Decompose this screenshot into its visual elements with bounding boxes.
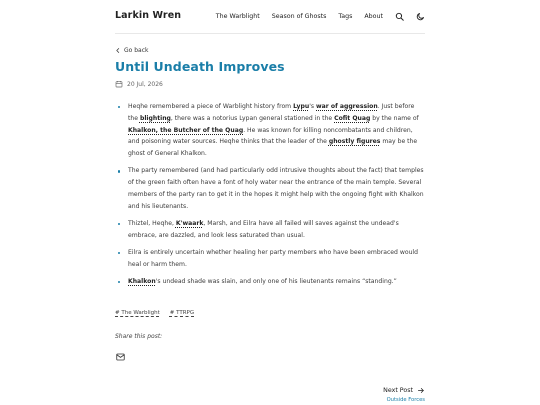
next-post-label-row [383, 387, 425, 394]
nav-warblight[interactable]: The Warblight [215, 12, 260, 20]
tag-ttrpg[interactable]: # TTRPG [169, 310, 195, 316]
inline-link[interactable]: ghostly figures [328, 138, 381, 146]
site-header [115, 10, 425, 24]
text-run: The party remembered (and had particularly odd intrusive thoughts about the fact) that temples of the green faith often have a font of holy water near the entrance of the main temple. Several members of the party ran to get it in the hopes it might help with the ongoing fight with Khalkon and his lieutenants. [128, 167, 424, 210]
inline-link[interactable]: Lypu [293, 103, 310, 110]
text-run: Heqhe remembered a piece of Warblight history from [128, 103, 294, 110]
next-post-title[interactable]: Outside Forces [386, 397, 425, 403]
search-icon[interactable] [394, 11, 404, 21]
next-post-label: Next Post [383, 387, 413, 394]
text-run: Eilra is entirely uncertain whether healing her party members who have been embraced would heal or harm them. [128, 248, 418, 268]
post-content [115, 101, 425, 293]
chevron-left-icon [115, 47, 121, 54]
moon-icon[interactable] [415, 11, 425, 21]
nav-about[interactable]: About [364, 12, 383, 20]
text-run: may be the ghost of General Khalkon. [128, 138, 418, 158]
inline-link[interactable]: blighting [139, 114, 171, 122]
tag-the-warblight[interactable]: # The Warblight [115, 310, 160, 316]
go-back-link[interactable] [115, 47, 149, 54]
calendar-icon [115, 80, 123, 88]
post-date-text: 20 Jul, 2026 [127, 80, 163, 88]
inline-link[interactable]: Khalkon, the Butcher of the Quag [128, 126, 244, 134]
text-run: , there was a notorius Lypan general stationed in the [170, 114, 335, 122]
inline-link[interactable]: Khalkon [128, 277, 156, 285]
post-date [115, 80, 163, 88]
list-item [115, 276, 425, 288]
list-item [115, 247, 425, 271]
inline-link[interactable]: war of aggression [316, 103, 378, 110]
nav-season-of-ghosts[interactable]: Season of Ghosts [271, 12, 327, 20]
next-post[interactable] [383, 387, 425, 403]
inline-link[interactable]: K'waark [175, 219, 204, 227]
go-back-label: Go back [124, 47, 149, 54]
list-item [115, 101, 425, 160]
text-run: . He was known for killing noncombatants and children, and poisoning water sources. Heqhe thinks that the leader of the [128, 126, 413, 146]
text-run: , Marsh, and Eilra have all failed will saves against the undead's embrace, are dazzled, and look less saturated than usual. [128, 219, 399, 239]
header-divider [115, 33, 425, 34]
mail-icon[interactable] [116, 346, 125, 365]
main-nav [216, 11, 425, 21]
nav-tags[interactable]: Tags [338, 12, 353, 20]
inline-link[interactable]: Cofit Quag [334, 114, 371, 122]
text-run: Thiztel, Heqhe, [128, 219, 176, 227]
arrow-right-icon [417, 387, 425, 394]
text-run: 's undead shade was slain, and only one of his lieutenants remains “standing.” [155, 277, 397, 285]
text-run: . Just before the [128, 103, 415, 122]
tag-list [115, 310, 204, 316]
site-title[interactable]: Larkin Wren [115, 10, 182, 21]
text-run: 's [309, 103, 317, 110]
post-title: Until Undeath Improves [115, 59, 285, 74]
text-run: by the name of [370, 114, 419, 122]
list-item [115, 218, 425, 242]
list-item [115, 165, 425, 212]
share-label: Share this post: [115, 333, 163, 340]
